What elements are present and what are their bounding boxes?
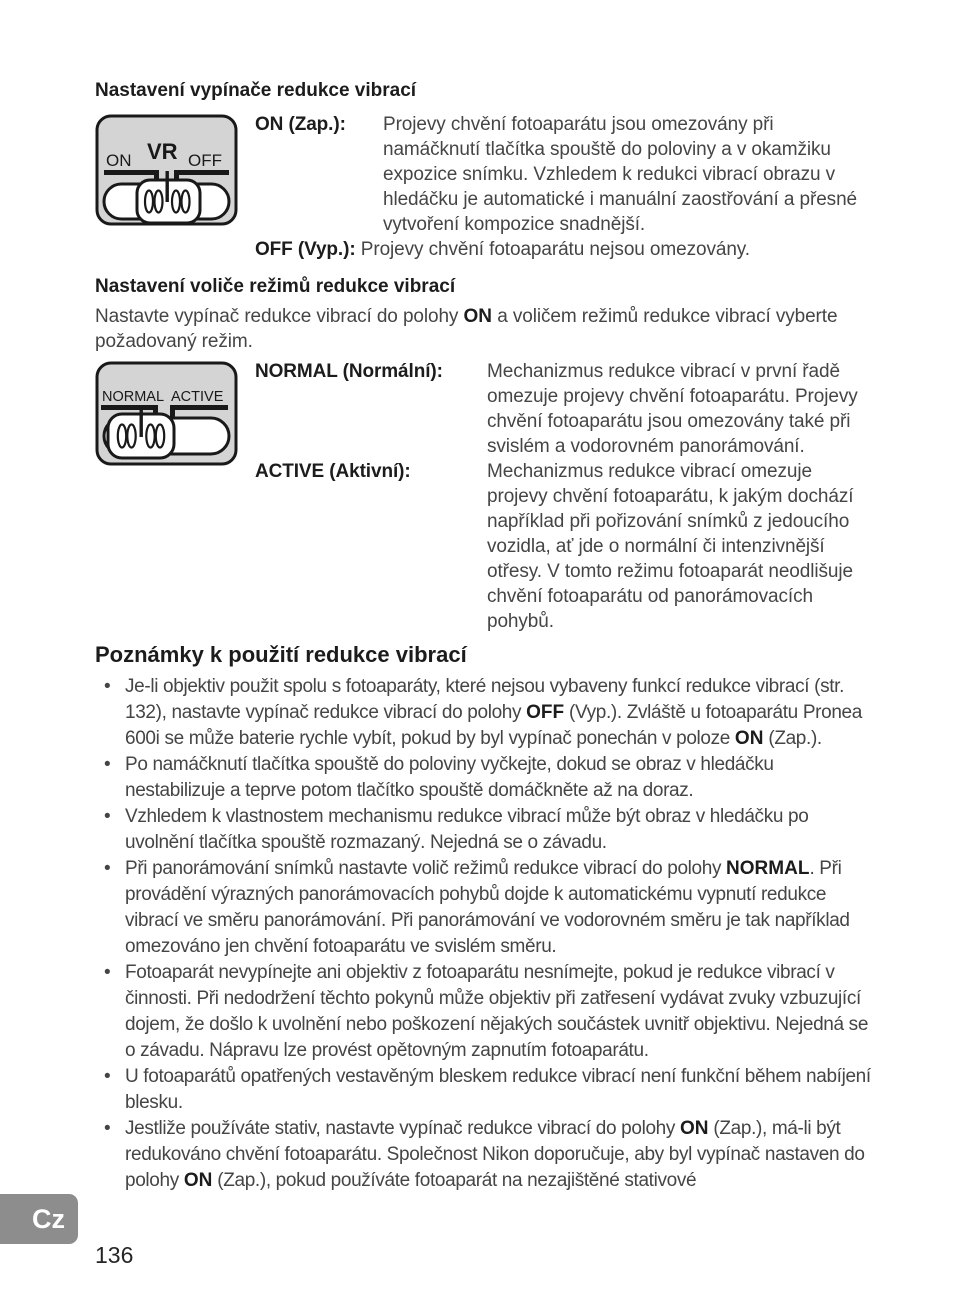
note-item: • Je-li objektiv použit spolu s fotoaparáty, které nejsou vybaveny funkcí redukce vibrací (str. 132), nastavte vypínač redukce vibrací do polohy OFF (Vyp.). Zvláště u fotoaparátu Pronea 600i se může baterie rychle vybít, pokud by byl vypínač ponechán v poloze ON (Zap.). bbox=[95, 674, 874, 752]
normal-term: NORMAL (Normální): bbox=[255, 361, 443, 382]
page-number: 136 bbox=[95, 1242, 134, 1268]
vr-mode-switch-illustration bbox=[95, 361, 238, 466]
active-description: Mechanizmus redukce vibrací omezuje projevy chvění fotoaparátu, k jakým dochází například při pořizování snímků z jedoucího vozidla, ať jde o normální či intenzivnější otřesy. V tomto režimu fotoaparát neodlišuje chvění fotoaparátu od panorámovacích pohybů. bbox=[487, 461, 854, 632]
normal-description: Mechanizmus redukce vibrací v první řadě omezuje projevy chvění fotoaparátu. Projevy chvění fotoaparátu jsou omezovány také při svislém a vodorovném panorámování. bbox=[487, 361, 858, 457]
on-entry bbox=[255, 112, 870, 237]
note-item: • Po namáčknutí tlačítka spouště do poloviny vyčkejte, dokud se obraz v hledáčku nestabilizuje a teprve potom tlačítko spouště domáčkněte až na doraz. bbox=[95, 752, 874, 804]
language-tab-label: Cz bbox=[32, 1203, 65, 1234]
normal-entry bbox=[255, 359, 870, 459]
switch-label-vr: VR bbox=[147, 139, 178, 164]
on-description: Projevy chvění fotoaparátu jsou omezovány při namáčknutí tlačítka spouště do poloviny a v okamžiku expozice snímku. Vzhledem k redukci vibrací obrazu v hledáčku je automatické i manuální zaostřování a přesné vytvoření kompozice snadnější. bbox=[383, 114, 857, 235]
vr-mode-text bbox=[255, 359, 874, 634]
vr-mode-figure bbox=[95, 359, 255, 466]
off-description: Projevy chvění fotoaparátu nejsou omezovány. bbox=[360, 239, 750, 260]
off-entry bbox=[255, 237, 870, 262]
switch-label-active: ACTIVE bbox=[171, 389, 224, 405]
active-term: ACTIVE (Aktivní): bbox=[255, 461, 411, 482]
note-item: • Jestliže používáte stativ, nastavte vypínač redukce vibrací do polohy ON (Zap.), má-li být redukováno chvění fotoaparátu. Společnost Nikon doporučuje, aby byl vypínač nastaven do polohy ON (Zap.), pokud používáte fotoaparát na nezajištěné stativové bbox=[95, 1116, 874, 1194]
note-item: • Vzhledem k vlastnostem mechanismu redukce vibrací může být obraz v hledáčku po uvolnění tlačítka spouště rozmazaný. Nejedná se o závadu. bbox=[95, 804, 874, 856]
section-heading-vr-mode: Nastavení voliče režimů redukce vibrací bbox=[95, 276, 456, 297]
section-heading-vr-switch: Nastavení vypínače redukce vibrací bbox=[95, 80, 417, 101]
note-item: • Při panorámování snímků nastavte volič režimů redukce vibrací do polohy NORMAL. Při provádění výrazných panorámovacích pohybů dojde k automatickému vypnutí redukce vibrací ve směru panorámování. Při panorámování ve vodorovném směru je tak například omezováno jen chvění fotoaparátu ve svislém směru. bbox=[95, 856, 874, 960]
switch-label-normal: NORMAL bbox=[102, 389, 165, 405]
vr-switch-figure bbox=[95, 112, 255, 226]
switch-label-off: OFF bbox=[188, 151, 222, 170]
vr-mode-intro: Nastavte vypínač redukce vibrací do polohy ON a voličem režimů redukce vibrací vyberte požadovaný režim. bbox=[95, 306, 838, 352]
vr-switch-section bbox=[95, 112, 874, 262]
vr-on-off-switch-illustration bbox=[95, 114, 238, 226]
note-item: • U fotoaparátů opatřených vestavěným bleskem redukce vibrací není funkční během nabíjení blesku. bbox=[95, 1064, 874, 1116]
notes-list bbox=[95, 674, 874, 1194]
notes-heading: Poznámky k použití redukce vibrací bbox=[95, 642, 467, 667]
on-term: ON (Zap.): bbox=[255, 114, 346, 135]
switch-label-on: ON bbox=[106, 151, 132, 170]
active-entry bbox=[255, 459, 870, 634]
vr-switch-text bbox=[255, 112, 874, 262]
vr-mode-section bbox=[95, 359, 874, 634]
note-item: • Fotoaparát nevypínejte ani objektiv z fotoaparátu nesnímejte, pokud je redukce vibrací v činnosti. Při nedodržení těchto pokynů může objektiv při zatřesení vydávat zvuky vzbuzující dojem, že došlo k uvolnění nebo poškození nějakých součástek uvnitř objektivu. Nejedná se o závadu. Nápravu lze provést opětovným zapnutím fotoaparátu. bbox=[95, 960, 874, 1064]
language-tab-cz bbox=[0, 1194, 78, 1244]
off-term: OFF (Vyp.): bbox=[255, 239, 356, 260]
